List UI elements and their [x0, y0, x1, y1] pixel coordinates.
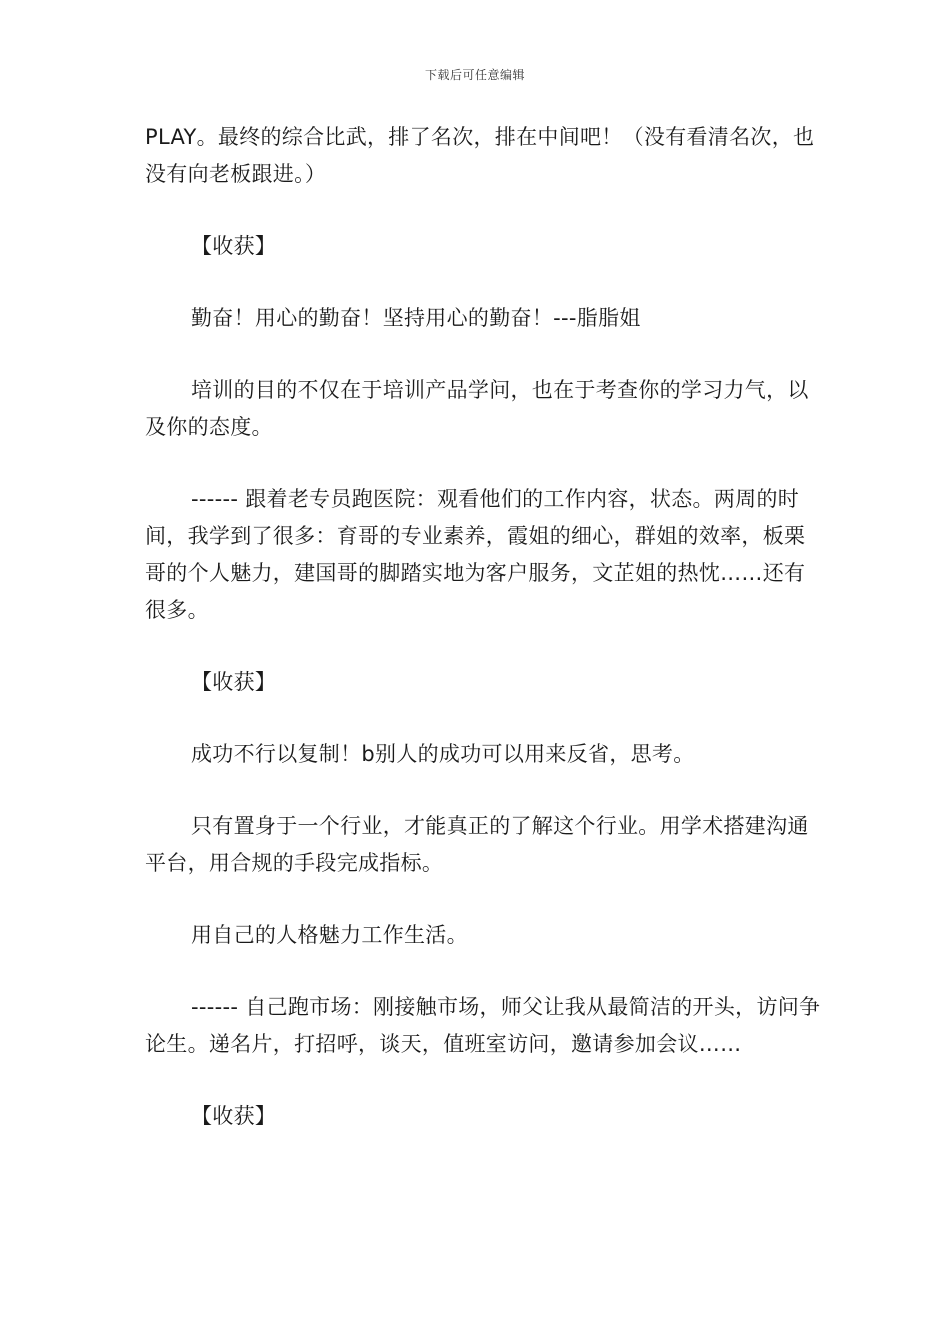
- paragraph-play-result: PLAY。最终的综合比武，排了名次，排在中间吧！（没有看清名次，也没有向老板跟进。）: [145, 125, 815, 186]
- paragraph-success-reflection: 成功不行以复制！b别人的成功可以用来反省，思考。: [191, 742, 695, 766]
- paragraph-market-visits: ------ 自己跑市场：刚接触市场，师父让我从最简洁的开头，访问争论生。递名片，打招呼，谈天，值班室访问，邀请参加会议……: [145, 995, 821, 1056]
- paragraph-industry-understanding: 只有置身于一个行业，才能真正的了解这个行业。用学术搭建沟通平台，用合规的手段完成指标。: [145, 814, 809, 875]
- paragraph-hospital-visits: ------ 跟着老专员跑医院：观看他们的工作内容，状态。两周的时间，我学到了很多：育哥的专业素养，霞姐的细心，群姐的效率，板栗哥的个人魅力，建国哥的脚踏实地为客户服务，文芷姐的热忱……还有很多。: [145, 487, 806, 622]
- paragraph-diligence: 勤奋！用心的勤奋！坚持用心的勤奋！---脂脂姐: [191, 306, 641, 330]
- document-body: [145, 119, 825, 1170]
- paragraph-harvest-heading: 【收获】: [191, 1104, 277, 1128]
- paragraph-personal-charm: 用自己的人格魅力工作生活。: [191, 923, 468, 947]
- paragraph-training-purpose: 培训的目的不仅在于培训产品学问，也在于考查你的学习力气，以及你的态度。: [145, 378, 809, 439]
- paragraph-harvest-heading: 【收获】: [191, 670, 277, 694]
- page-header-note: 下载后可任意编辑: [424, 68, 525, 82]
- paragraph-harvest-heading: 【收获】: [191, 234, 277, 258]
